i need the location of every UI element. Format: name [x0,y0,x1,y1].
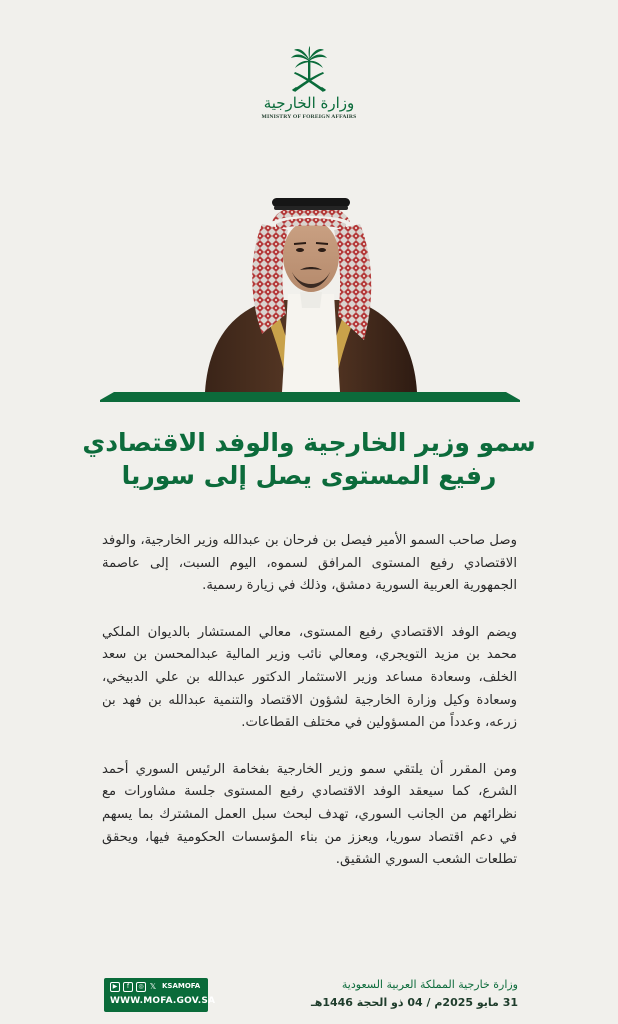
social-badge[interactable] [104,978,216,1012]
x-icon[interactable]: 𝕏 [149,982,157,991]
section-divider [100,390,520,402]
website-link[interactable]: WWW.MOFA.GOV.SA [110,996,216,1006]
footer-attribution [311,976,518,1012]
logo-english-text: MINISTRY OF FOREIGN AFFAIRS [261,114,357,120]
paragraph-3: ومن المقرر أن يلتقي سمو وزير الخارجية بفخامة الرئيس السوري أحمد الشرع، كما سيعقد الوفد الاقتصادي رفيع المستوى جلسة مشاورات مع نظرائهم من الجانب السوري، تهدف لبحث سبل العمل المشترك بما يسهم في دعم اقتصاد سوريا، ويعزز من بناء المؤسسات الحكومية فيها، ويحقق تطلعات الشعب السوري الشقيق. [102,761,517,868]
article-body [102,530,517,896]
headline-line-1: سمو وزير الخارجية والوفد الاقتصادي [82,428,536,457]
youtube-icon[interactable]: ▶ [110,982,120,992]
facebook-icon[interactable]: f [123,982,133,992]
headline-line-2: رفيع المستوى يصل إلى سوريا [121,461,497,490]
palm-and-swords-emblem-icon [289,46,329,94]
headline [60,426,558,492]
minister-portrait [200,184,422,392]
logo-arabic-text: وزارة الخارجية [263,94,355,112]
paragraph-1: وصل صاحب السمو الأمير فيصل بن فرحان بن عبدالله وزير الخارجية، والوفد الاقتصادي رفيع المستوى المرافق لسموه، اليوم السبت، إلى عاصمة الجمهورية العربية السورية دمشق، وذلك في زيارة رسمية. [102,533,517,594]
paragraph-2: ويضم الوفد الاقتصادي رفيع المستوى، معالي المستشار بالديوان الملكي محمد بن مزيد التويجري، ومعالي نائب وزير المالية عبدالمحسن بن سعد الخلف، وسعادة مساعد وزير الاستثمار الدكتور عبدالله بن علي الدبيخي، وسعادة وكيل وزارة الخارجية لشؤون الاقتصاد والتنمية عبدالله بن فهد بن زرعه، وعدداً من المسؤولين في مختلف القطاعات. [102,624,517,731]
instagram-icon[interactable]: ◎ [136,982,146,992]
social-icons [110,982,157,992]
ministry-name: وزارة خارجية المملكة العربية السعودية [341,978,518,991]
publish-date: 31 مايو 2025م / 04 ذو الحجة 1446هـ [310,996,518,1009]
social-handle: KSAMOFA [162,982,201,990]
ministry-logo [254,46,364,120]
